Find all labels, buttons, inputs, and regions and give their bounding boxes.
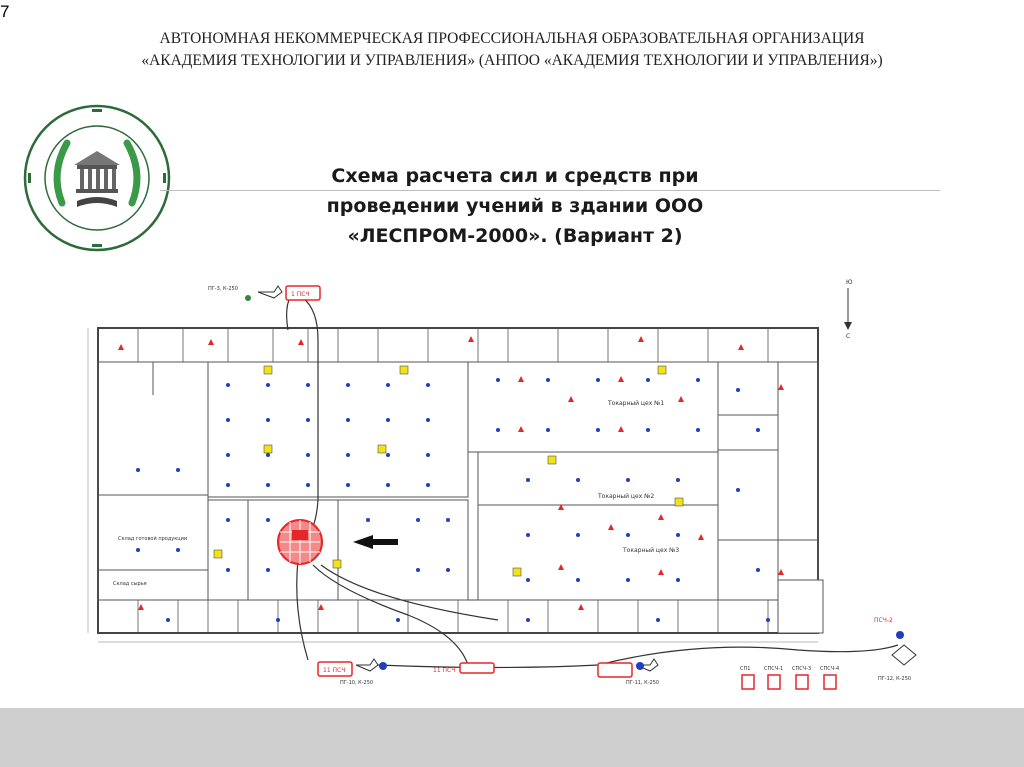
room-label-supply: Склад сырья (113, 581, 147, 587)
fire-zone (278, 520, 322, 564)
svg-text:ПГ-11, К-250: ПГ-11, К-250 (626, 680, 660, 686)
room-label-shop1: Токарный цех №1 (608, 400, 665, 407)
slide-title (300, 161, 730, 251)
academy-logo (22, 103, 172, 253)
footer-band (0, 708, 1024, 767)
svg-text:ПГ-3, К-250: ПГ-3, К-250 (208, 286, 238, 292)
truck-label-1: 1 ПСЧ (291, 291, 310, 298)
fire-truck-top (286, 286, 320, 300)
hydrant-pg3 (208, 286, 282, 298)
room-label-shop3: Токарный цех №3 (623, 547, 680, 554)
fire-truck-bottom-right (598, 663, 632, 677)
compass (844, 279, 853, 340)
floor-plan-diagram (78, 270, 958, 705)
legend-unit-3: СПСЧ-3 (792, 666, 812, 672)
svg-text:ПГ-10, К-250: ПГ-10, К-250 (340, 680, 374, 686)
organization-name-line2: «АКАДЕМИЯ ТЕХНОЛОГИИ И УПРАВЛЕНИЯ» (АНПОО «АКАДЕМИЯ ТЕХНОЛОГИИ И УПРАВЛЕНИЯ») (141, 52, 883, 69)
title-line2: проведении учений в здании ООО (326, 195, 704, 217)
unit-legend (740, 666, 839, 689)
title-line3: «ЛЕСПРОМ-2000». (Вариант 2) (347, 225, 683, 247)
fire-truck-bottom-left (318, 662, 352, 676)
legend-unit-4: СПСЧ-4 (820, 666, 840, 672)
truck-label-4: ПСЧ-2 (874, 617, 893, 624)
organization-header (0, 28, 1024, 72)
legend-unit-1: СП1 (740, 666, 751, 672)
hydrant-pg12 (878, 645, 916, 682)
room-label-shop2: Токарный цех №2 (598, 493, 655, 500)
building-outline (98, 328, 818, 633)
compass-north: Ю (846, 279, 853, 286)
truck-label-2: 11 ПСЧ (323, 667, 346, 674)
svg-text:ПГ-12, К-250: ПГ-12, К-250 (878, 676, 912, 682)
legend-unit-2: СПСЧ-1 (764, 666, 784, 672)
slide-number: 7 (0, 2, 10, 21)
truck-label-3: 11 ПСЧ (433, 667, 456, 674)
title-line1: Схема расчета сил и средств при (331, 165, 699, 187)
room-label-finished-goods: Склад готовой продукции (118, 536, 188, 542)
fire-truck-bottom-center (433, 663, 494, 674)
organization-name-line1: АВТОНОМНАЯ НЕКОММЕРЧЕСКАЯ ПРОФЕССИОНАЛЬНАЯ ОБРАЗОВАТЕЛЬНАЯ ОРГАНИЗАЦИЯ (159, 30, 865, 47)
compass-south: С (846, 333, 851, 340)
